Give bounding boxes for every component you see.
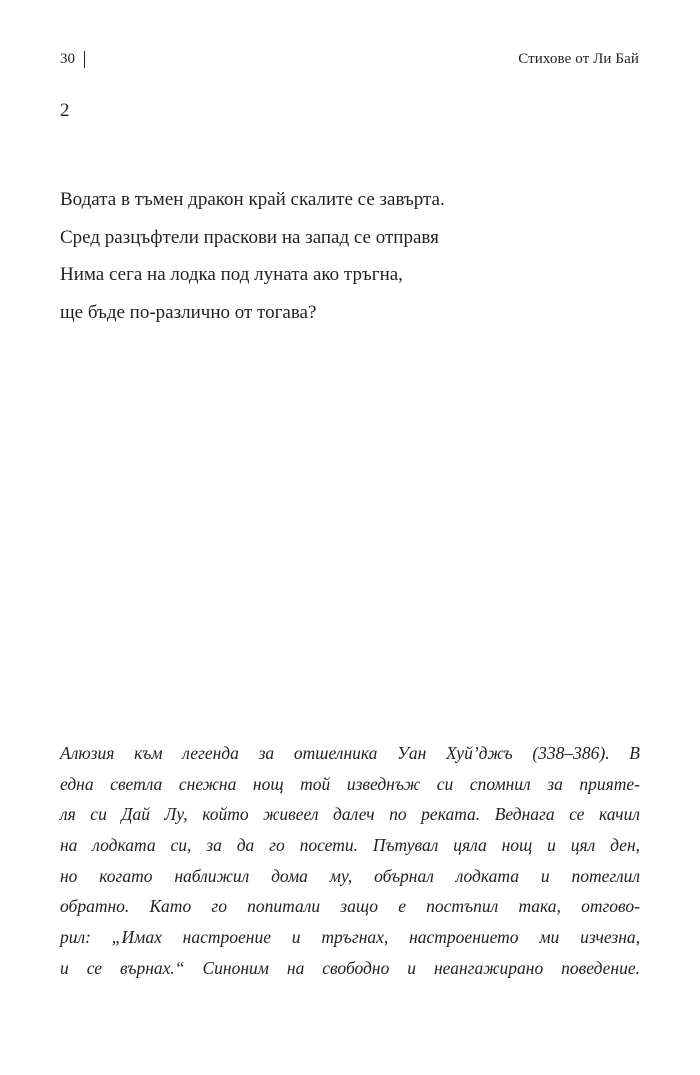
page-number: 30 <box>60 51 75 67</box>
page-number-divider <box>84 51 85 68</box>
poem-line: Сред разцъфтели праскови на запад се отправя <box>60 226 439 248</box>
poem-line: Водата в тъмен дракон край скалите се завърта. <box>60 189 445 210</box>
poem-number: 2 <box>60 100 70 121</box>
running-title: Стихове от Ли Бай <box>518 51 639 67</box>
footnote-line: рил: „Имах настроение и тръгнах, настроението ми изчезна, <box>60 927 640 948</box>
footnote-line: една светла снежна нощ той изведнъж си спомнил за прияте- <box>60 773 640 794</box>
footnote-line: Алюзия към легенда за отшелника Уан Хуй’джъ (338–386). В <box>60 743 640 763</box>
poem-line: ще бъде по-различно от тогава? <box>60 301 317 323</box>
footnote <box>60 741 640 987</box>
footnote-line: на лодката си, за да го посети. Пътувал цяла нощ и цял ден, <box>60 835 640 856</box>
footnote-line: и се върнах.“ Синоним на свободно и неангажирано поведение. <box>60 957 640 978</box>
footnote-line: ля си Дай Лу, който живеел далеч по реката. Веднага се качил <box>60 804 640 825</box>
poem-line: Нима сега на лодка под луната ако тръгна, <box>60 264 403 285</box>
running-head <box>60 47 639 71</box>
footnote-line: но когато наближил дома му, обърнал лодката и потеглил <box>60 865 640 886</box>
poem-body <box>60 186 445 336</box>
footnote-line: обратно. Като го попитали защо е постъпил така, отгово- <box>60 896 640 917</box>
